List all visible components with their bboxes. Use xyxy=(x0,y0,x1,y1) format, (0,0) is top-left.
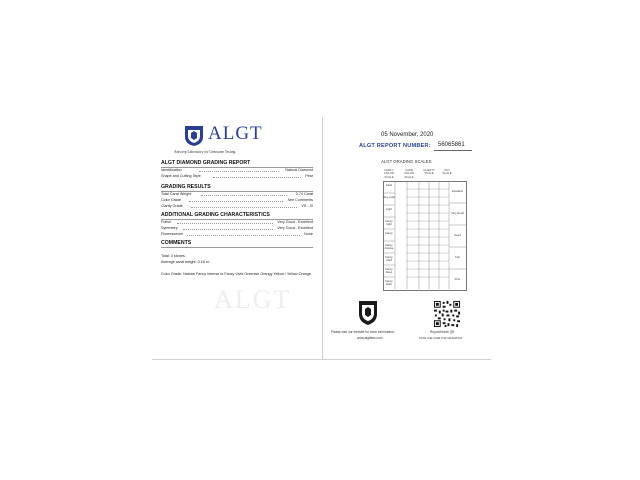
additional-section-title: ADDITIONAL GRADING CHARACTERISTICS xyxy=(161,212,270,218)
leader-dots xyxy=(187,235,300,236)
fancy-scale-entry: Very Light xyxy=(383,196,395,199)
row-value: None xyxy=(304,232,313,236)
scale-header: CLARITY SCALE xyxy=(423,168,435,176)
row-label: Shape and Cutting Style xyxy=(161,174,201,178)
report-row xyxy=(161,168,313,173)
footer-qr-label: Report/check QR xyxy=(430,330,455,334)
additional-row xyxy=(161,232,313,237)
cut-scale-entry: Very Good xyxy=(451,212,464,215)
row-value: 0.74 Carat xyxy=(295,192,313,196)
fancy-scale-entry: Light xyxy=(386,208,392,211)
additional-row xyxy=(161,226,313,231)
fancy-scale-entry: Fancy xyxy=(385,232,393,235)
row-label: Polish xyxy=(161,220,172,224)
cut-scale-entry: Fair xyxy=(455,256,460,259)
brand-name: ALGT xyxy=(208,123,263,144)
leader-dots xyxy=(183,229,273,230)
leader-dots xyxy=(213,177,301,178)
row-label: Color Grade xyxy=(161,198,182,202)
results-row xyxy=(161,192,313,197)
scale-header: CAPE COLOR SCALE xyxy=(404,168,414,179)
footer-website-text: Please visit our website for more information: xyxy=(331,330,395,334)
brand-tagline: Antwerp Laboratory for Gemstone Testing xyxy=(174,150,236,154)
row-value: Very Good - Excellent xyxy=(277,220,313,224)
grading-scales-title: ALGT GRADING SCALES xyxy=(381,159,432,164)
fancy-scale-entry: Fancy Dark xyxy=(385,280,393,286)
report-number-label: ALGT REPORT NUMBER: xyxy=(359,143,431,149)
row-value: Pear xyxy=(305,174,313,178)
additional-row xyxy=(161,220,313,225)
fancy-scale-entry: Fancy Vivid xyxy=(385,256,393,262)
divider xyxy=(161,247,313,248)
report-left-panel xyxy=(152,117,323,360)
fancy-scale-entry: Faint xyxy=(386,184,392,187)
row-value: Very Good - Excellent xyxy=(277,226,313,230)
row-label: Identification xyxy=(161,168,182,172)
report-right-panel xyxy=(323,117,491,360)
cut-scale-entry: Good xyxy=(454,234,461,237)
scale-header: FANCY COLOR SCALE xyxy=(384,168,394,179)
report-row xyxy=(161,174,313,179)
row-value: Natural Diamond xyxy=(285,168,313,172)
results-row xyxy=(161,198,313,203)
report-section-title: ALGT DIAMOND GRADING REPORT xyxy=(161,160,251,166)
leader-dots xyxy=(177,223,273,224)
report-number: 56065861 xyxy=(438,142,465,148)
leader-dots xyxy=(199,171,279,172)
scale-header: CUT SCALE xyxy=(442,168,452,176)
results-row xyxy=(161,204,313,209)
comment-line: Color Grade: Natural Fancy Intense to Fancy Vivid Greenish Orangy Yellow / Yellow-Orange. xyxy=(161,272,312,276)
cut-scale-entry: Poor xyxy=(454,278,461,281)
fancy-scale-entry: Fancy Light xyxy=(385,220,393,226)
row-label: Total Carat Weight xyxy=(161,192,192,196)
divider xyxy=(434,150,472,151)
leader-dots xyxy=(191,207,297,208)
row-label: Fluorescence xyxy=(161,232,184,236)
shield-logo-icon xyxy=(358,300,378,326)
row-value: See Comments xyxy=(287,198,313,202)
row-label: Clarity Grade xyxy=(161,204,183,208)
brand-logo xyxy=(184,125,294,149)
comments-section-title: COMMENTS xyxy=(161,240,192,246)
footer-qr-note: SCAN THE CODE FOR VALIDATION xyxy=(419,337,463,340)
comment-line: Average carat weight: 0.18 ct. xyxy=(161,260,210,264)
cut-scale-entry: Excellent xyxy=(452,190,463,193)
leader-dots xyxy=(201,195,287,196)
results-section-title: GRADING RESULTS xyxy=(161,184,211,190)
row-value: VS - SI xyxy=(301,204,313,208)
fancy-scale-entry: Fancy Deep xyxy=(385,268,393,274)
report-date: 05 November, 2020 xyxy=(381,132,434,138)
qr-code-icon xyxy=(433,300,461,328)
row-label: Symmetry xyxy=(161,226,178,230)
fancy-scale-entry: Fancy Intense xyxy=(384,244,394,250)
footer-website-url: www.algtlabs.com xyxy=(357,336,383,340)
comment-line: Total: 4 stones. xyxy=(161,254,186,258)
leader-dots xyxy=(189,201,283,202)
shield-logo-icon xyxy=(184,125,204,147)
watermark-logo: ALGT xyxy=(214,285,292,314)
